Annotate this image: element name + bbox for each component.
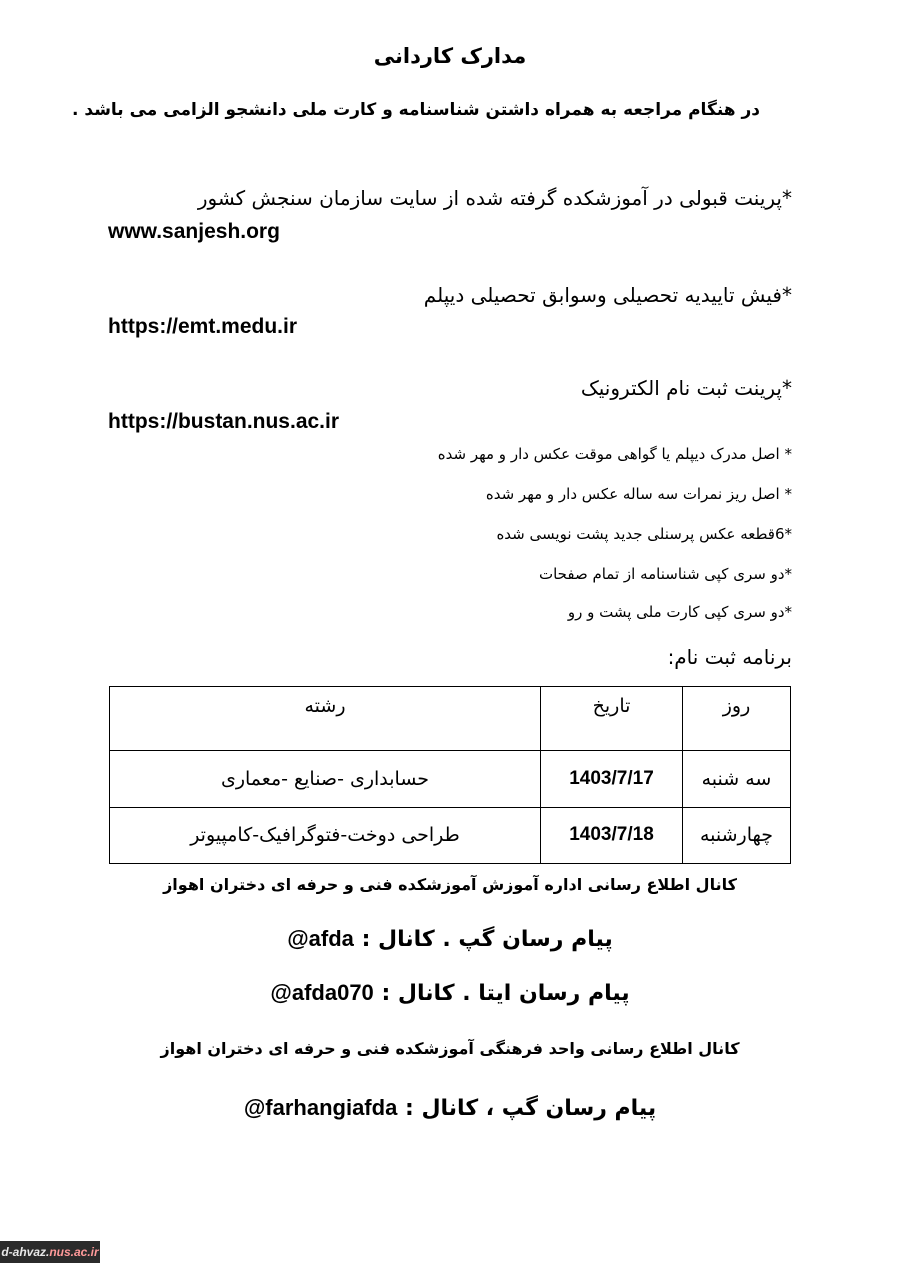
item-electronic-registration: *پرینت ثبت نام الکترونیک xyxy=(580,376,792,400)
site-watermark xyxy=(0,1241,100,1263)
watermark-prefix: d-ahvaz. xyxy=(1,1245,50,1259)
url-bustan[interactable]: https://bustan.nus.ac.ir xyxy=(108,410,340,433)
eitaa-channel-line xyxy=(0,980,900,1006)
url-emt[interactable]: https://emt.medu.ir xyxy=(108,315,298,338)
culture-channel-line xyxy=(0,1095,900,1121)
header-day: روز xyxy=(683,687,791,751)
gap-channel-handle[interactable]: @afda xyxy=(287,926,354,951)
table-row xyxy=(110,751,791,807)
culture-channel-handle[interactable]: @farhangiafda xyxy=(243,1095,398,1120)
doc-item: * اصل ریز نمرات سه ساله عکس دار و مهر شده xyxy=(485,485,792,503)
header-field: رشته xyxy=(110,687,541,751)
cell-field: طراحی دوخت-فتوگرافیک-کامپیوتر xyxy=(110,807,541,863)
watermark-brand: nus.ac.ir xyxy=(49,1245,99,1259)
url-sanjesh[interactable]: www.sanjesh.org xyxy=(108,220,280,243)
cell-field: حسابداری -صنایع -معماری xyxy=(110,751,541,807)
culture-channel-title: کانال اطلاع رسانی واحد فرهنگی آموزشکده فنی و حرفه ای دختران اهواز xyxy=(160,1039,740,1058)
cell-date: 1403/7/18 xyxy=(541,807,683,863)
culture-channel-label: پیام رسان گپ ، کانال : xyxy=(404,1096,657,1121)
eitaa-channel-handle[interactable]: @afda070 xyxy=(270,980,374,1005)
schedule-table xyxy=(109,686,791,864)
required-documents-note: در هنگام مراجعه به همراه داشتن شناسنامه و کارت ملی دانشجو الزامی می باشد . xyxy=(72,100,760,120)
cell-date: 1403/7/17 xyxy=(541,751,683,807)
schedule-heading: برنامه ثبت نام: xyxy=(667,645,792,669)
doc-item: *6قطعه عکس پرسنلی جدید پشت نویسی شده xyxy=(496,525,792,543)
item-diploma-verification: *فیش تاییدیه تحصیلی وسوابق تحصیلی دیپلم xyxy=(423,283,792,307)
doc-item: *دو سری کپی کارت ملی پشت و رو xyxy=(567,603,792,621)
table-header-row xyxy=(110,687,791,751)
header-date: تاریخ xyxy=(541,687,683,751)
edu-channel-title: کانال اطلاع رسانی اداره آموزش آموزشکده فنی و حرفه ای دختران اهواز xyxy=(163,875,737,894)
cell-day: چهارشنبه xyxy=(683,807,791,863)
item-sanjesh-print: *پرینت قبولی در آموزشکده گرفته شده از سایت سازمان سنجش کشور xyxy=(197,186,792,210)
doc-item: *دو سری کپی شناسنامه از تمام صفحات xyxy=(538,565,792,583)
gap-channel-label: پیام رسان گپ . کانال : xyxy=(361,927,613,952)
cell-day: سه شنبه xyxy=(683,751,791,807)
gap-channel-line xyxy=(0,926,900,952)
page-title: مدارک کاردانی xyxy=(373,44,527,68)
table-row xyxy=(110,807,791,863)
doc-item: * اصل مدرک دیپلم یا گواهی موقت عکس دار و مهر شده xyxy=(437,445,792,463)
eitaa-channel-label: پیام رسان ایتا . کانال : xyxy=(381,981,630,1006)
